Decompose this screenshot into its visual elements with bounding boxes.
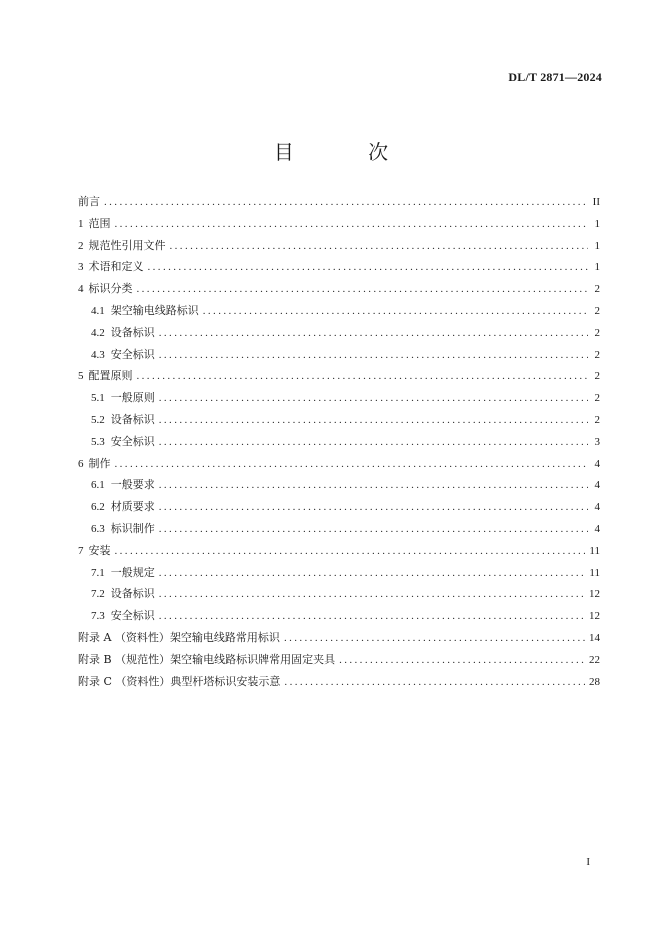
toc-entry-label [91, 387, 155, 410]
toc-entry-label [78, 235, 166, 258]
toc-entry-text: 附录 C （资料性）典型杆塔标识安装示意 [78, 674, 281, 688]
toc-entry-page: 4 [594, 479, 600, 492]
toc-entry-text: 安全标识 [110, 434, 155, 448]
toc-leader-dots [159, 519, 588, 541]
toc-leader-dots [159, 584, 585, 606]
toc-entry-page: 1 [594, 261, 600, 274]
toc-entry-text: 安全标识 [110, 347, 155, 361]
toc-entry-page: 2 [594, 392, 600, 405]
toc-entry[interactable] [78, 583, 600, 605]
toc-entry-label [78, 627, 280, 649]
toc-entry[interactable] [78, 562, 600, 584]
toc-entry-label [78, 278, 133, 301]
toc-leader-dots [159, 606, 585, 628]
toc-entry-text: 安全标识 [110, 609, 155, 623]
toc-entry[interactable] [78, 256, 600, 278]
toc-entry[interactable] [78, 649, 600, 671]
toc-entry-number: 4.2 [91, 326, 105, 339]
toc-entry-page: 2 [594, 413, 600, 426]
toc-entry-text: 术语和定义 [88, 260, 144, 274]
toc-leader-dots [115, 454, 589, 476]
toc-entry-label [91, 605, 155, 628]
toc-entry[interactable] [78, 627, 600, 649]
toc-leader-dots [137, 279, 589, 301]
toc-entry[interactable] [78, 605, 600, 627]
toc-entry-page: 1 [594, 239, 600, 252]
table-of-contents [78, 191, 600, 692]
toc-entry-number: 3 [78, 261, 84, 274]
toc-entry-text: 范围 [88, 216, 111, 230]
toc-entry-label [91, 474, 155, 497]
toc-leader-dots [284, 672, 585, 694]
toc-entry-number: 5 [78, 370, 84, 383]
toc-entry-page: 22 [589, 653, 600, 666]
page-number: I [586, 856, 590, 868]
toc-entry-label [91, 300, 199, 323]
toc-entry[interactable] [78, 540, 600, 562]
toc-entry-page: 1 [594, 217, 600, 230]
toc-entry-label [78, 256, 144, 279]
toc-entry-text: 设备标识 [110, 587, 155, 601]
toc-entry-label [91, 322, 155, 345]
toc-entry-number: 5.3 [91, 435, 105, 448]
toc-entry[interactable] [78, 387, 600, 409]
toc-entry-page: 2 [594, 326, 600, 339]
toc-entry-label [78, 671, 280, 693]
toc-leader-dots [137, 366, 589, 388]
toc-entry-page: 2 [594, 348, 600, 361]
toc-entry[interactable] [78, 300, 600, 322]
toc-entry[interactable] [78, 409, 600, 431]
toc-entry-number: 7 [78, 544, 84, 557]
toc-leader-dots [148, 257, 589, 279]
toc-entry-label [91, 344, 155, 367]
toc-leader-dots [339, 650, 585, 672]
toc-entry-page: 28 [589, 675, 600, 688]
toc-entry-page: 2 [594, 283, 600, 296]
toc-entry-text: 配置原则 [88, 369, 133, 383]
toc-entry-text: 制作 [88, 456, 111, 470]
toc-leader-dots [159, 432, 588, 454]
toc-entry-page: 11 [589, 566, 600, 579]
toc-entry-label [91, 496, 155, 519]
toc-leader-dots [159, 563, 586, 585]
toc-entry-number: 7.2 [91, 588, 105, 601]
toc-entry-label [91, 409, 155, 432]
toc-entry-page: 3 [594, 435, 600, 448]
toc-entry-text: 标识分类 [88, 282, 133, 296]
toc-leader-dots [159, 388, 588, 410]
toc-entry-text: 前言 [78, 195, 100, 208]
toc-entry-label [91, 518, 155, 541]
toc-leader-dots [159, 410, 588, 432]
toc-entry-page: 2 [594, 370, 600, 383]
toc-entry-page: 12 [589, 610, 600, 623]
toc-entry-text: 设备标识 [110, 412, 155, 426]
toc-entry-label [78, 213, 111, 236]
toc-leader-dots [170, 236, 589, 258]
toc-entry[interactable] [78, 235, 600, 257]
toc-entry-label [91, 583, 155, 606]
toc-leader-dots [159, 497, 588, 519]
standard-code: DL/T 2871—2024 [508, 70, 602, 84]
toc-entry-number: 1 [78, 217, 84, 230]
toc-entry-text: 附录 A （资料性）架空输电线路常用标识 [78, 630, 280, 644]
toc-entry-number: 6.3 [91, 522, 105, 535]
toc-leader-dots [159, 323, 588, 345]
toc-leader-dots [115, 541, 586, 563]
toc-entry[interactable] [78, 518, 600, 540]
toc-entry[interactable] [78, 191, 600, 213]
toc-entry-page: 12 [589, 588, 600, 601]
toc-entry[interactable] [78, 344, 600, 366]
toc-entry-page: II [592, 196, 600, 208]
toc-entry-page: 2 [594, 304, 600, 317]
toc-entry[interactable] [78, 213, 600, 235]
toc-leader-dots [115, 214, 589, 236]
toc-leader-dots [203, 301, 588, 323]
toc-entry[interactable] [78, 278, 600, 300]
page-title: 目 次 [273, 140, 423, 164]
toc-entry-label [78, 365, 133, 388]
toc-entry-label [91, 562, 155, 585]
toc-entry-text: 一般原则 [110, 391, 155, 405]
toc-entry-text: 一般要求 [110, 478, 155, 492]
toc-entry-text: 设备标识 [110, 325, 155, 339]
toc-entry-label [78, 649, 335, 671]
toc-entry-number: 5.2 [91, 413, 105, 426]
toc-entry[interactable] [78, 453, 600, 475]
toc-entry-text: 安装 [88, 543, 111, 557]
toc-entry-text: 规范性引用文件 [88, 238, 166, 252]
toc-entry[interactable] [78, 474, 600, 496]
toc-entry-number: 4 [78, 283, 84, 296]
toc-entry[interactable] [78, 365, 600, 387]
toc-leader-dots [104, 192, 588, 214]
toc-entry[interactable] [78, 322, 600, 344]
toc-entry-label [78, 191, 100, 213]
toc-entry-number: 6.1 [91, 479, 105, 492]
toc-entry-page: 14 [589, 631, 600, 644]
toc-entry-text: 附录 B （规范性）架空输电线路标识牌常用固定夹具 [78, 652, 336, 666]
toc-leader-dots [284, 628, 585, 650]
toc-entry-label [78, 540, 111, 563]
toc-entry-page: 11 [589, 544, 600, 557]
toc-entry-text: 一般规定 [110, 565, 155, 579]
toc-entry[interactable] [78, 496, 600, 518]
toc-entry-number: 6 [78, 457, 84, 470]
toc-entry-page: 4 [594, 501, 600, 514]
toc-entry-number: 4.1 [91, 304, 105, 317]
toc-entry-number: 4.3 [91, 348, 105, 361]
toc-entry-number: 7.1 [91, 566, 105, 579]
toc-entry-text: 材质要求 [110, 500, 155, 514]
toc-entry-label [78, 453, 111, 476]
toc-entry-number: 6.2 [91, 501, 105, 514]
toc-entry-label [91, 431, 155, 454]
toc-entry-page: 4 [594, 457, 600, 470]
toc-entry-number: 2 [78, 239, 84, 252]
toc-leader-dots [159, 475, 588, 497]
toc-leader-dots [159, 345, 588, 367]
toc-entry-text: 架空输电线路标识 [110, 303, 199, 317]
toc-entry[interactable] [78, 431, 600, 453]
toc-entry-text: 标识制作 [110, 521, 155, 535]
toc-entry-page: 4 [594, 522, 600, 535]
toc-entry-number: 7.3 [91, 610, 105, 623]
toc-entry-number: 5.1 [91, 392, 105, 405]
toc-entry[interactable] [78, 671, 600, 693]
